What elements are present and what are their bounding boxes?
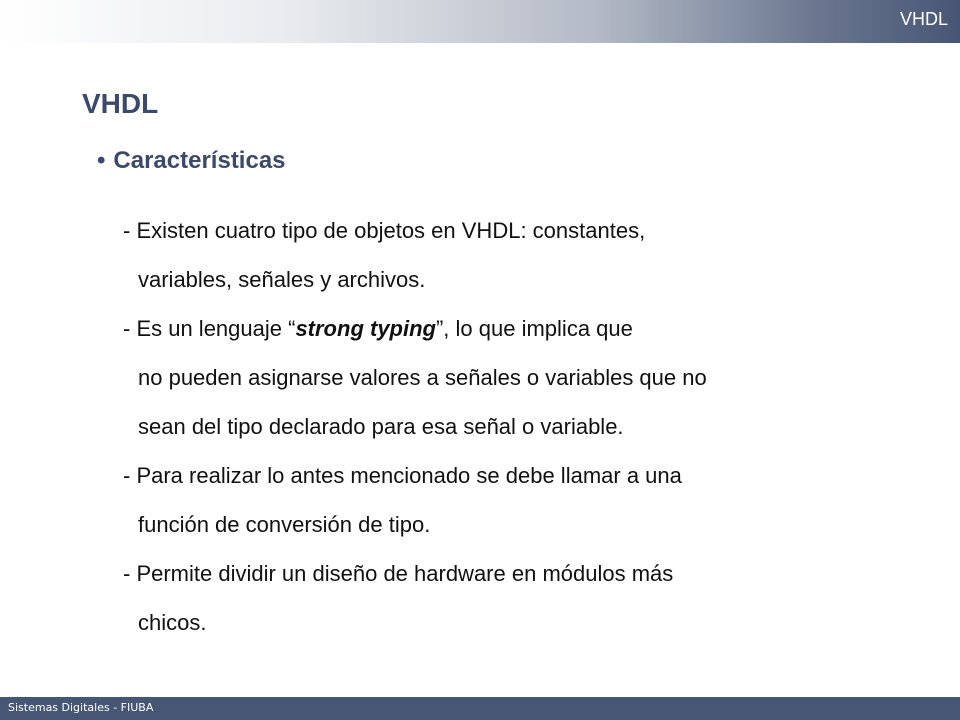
text-prefix: - Es un lenguaje “	[123, 316, 296, 341]
footer-text: Sistemas Digitales - FIUBA	[8, 701, 154, 714]
emphasis-text: strong typing	[295, 316, 436, 341]
text-line: sean del tipo declarado para esa señal o variable.	[138, 414, 624, 439]
text-suffix: ”, lo que implica que	[435, 316, 633, 341]
text-line: - Existen cuatro tipo de objetos en VHDL: constantes,	[123, 218, 646, 243]
list-item-strong-typing	[123, 304, 883, 451]
text-line: función de conversión de tipo.	[138, 512, 431, 537]
text-line	[123, 304, 883, 353]
text-line: - Permite dividir un diseño de hardware en módulos más	[123, 561, 674, 586]
body-text	[123, 206, 883, 647]
slide-title: VHDL	[82, 88, 159, 119]
text-line: chicos.	[138, 610, 207, 635]
bullet-heading	[97, 147, 286, 175]
footer-bar	[0, 697, 960, 720]
list-item-modulos	[123, 549, 883, 647]
list-item-objetos	[123, 206, 883, 304]
header-bar	[0, 0, 960, 43]
text-line: - Para realizar lo antes mencionado se debe llamar a una	[123, 463, 682, 488]
header-title: VHDL	[899, 9, 948, 29]
heading-text: Características	[113, 147, 286, 174]
bullet-icon: •	[97, 147, 106, 174]
text-line: variables, señales y archivos.	[138, 267, 426, 292]
text-line: no pueden asignarse valores a señales o variables que no	[138, 365, 707, 390]
list-item-conversion	[123, 451, 883, 549]
